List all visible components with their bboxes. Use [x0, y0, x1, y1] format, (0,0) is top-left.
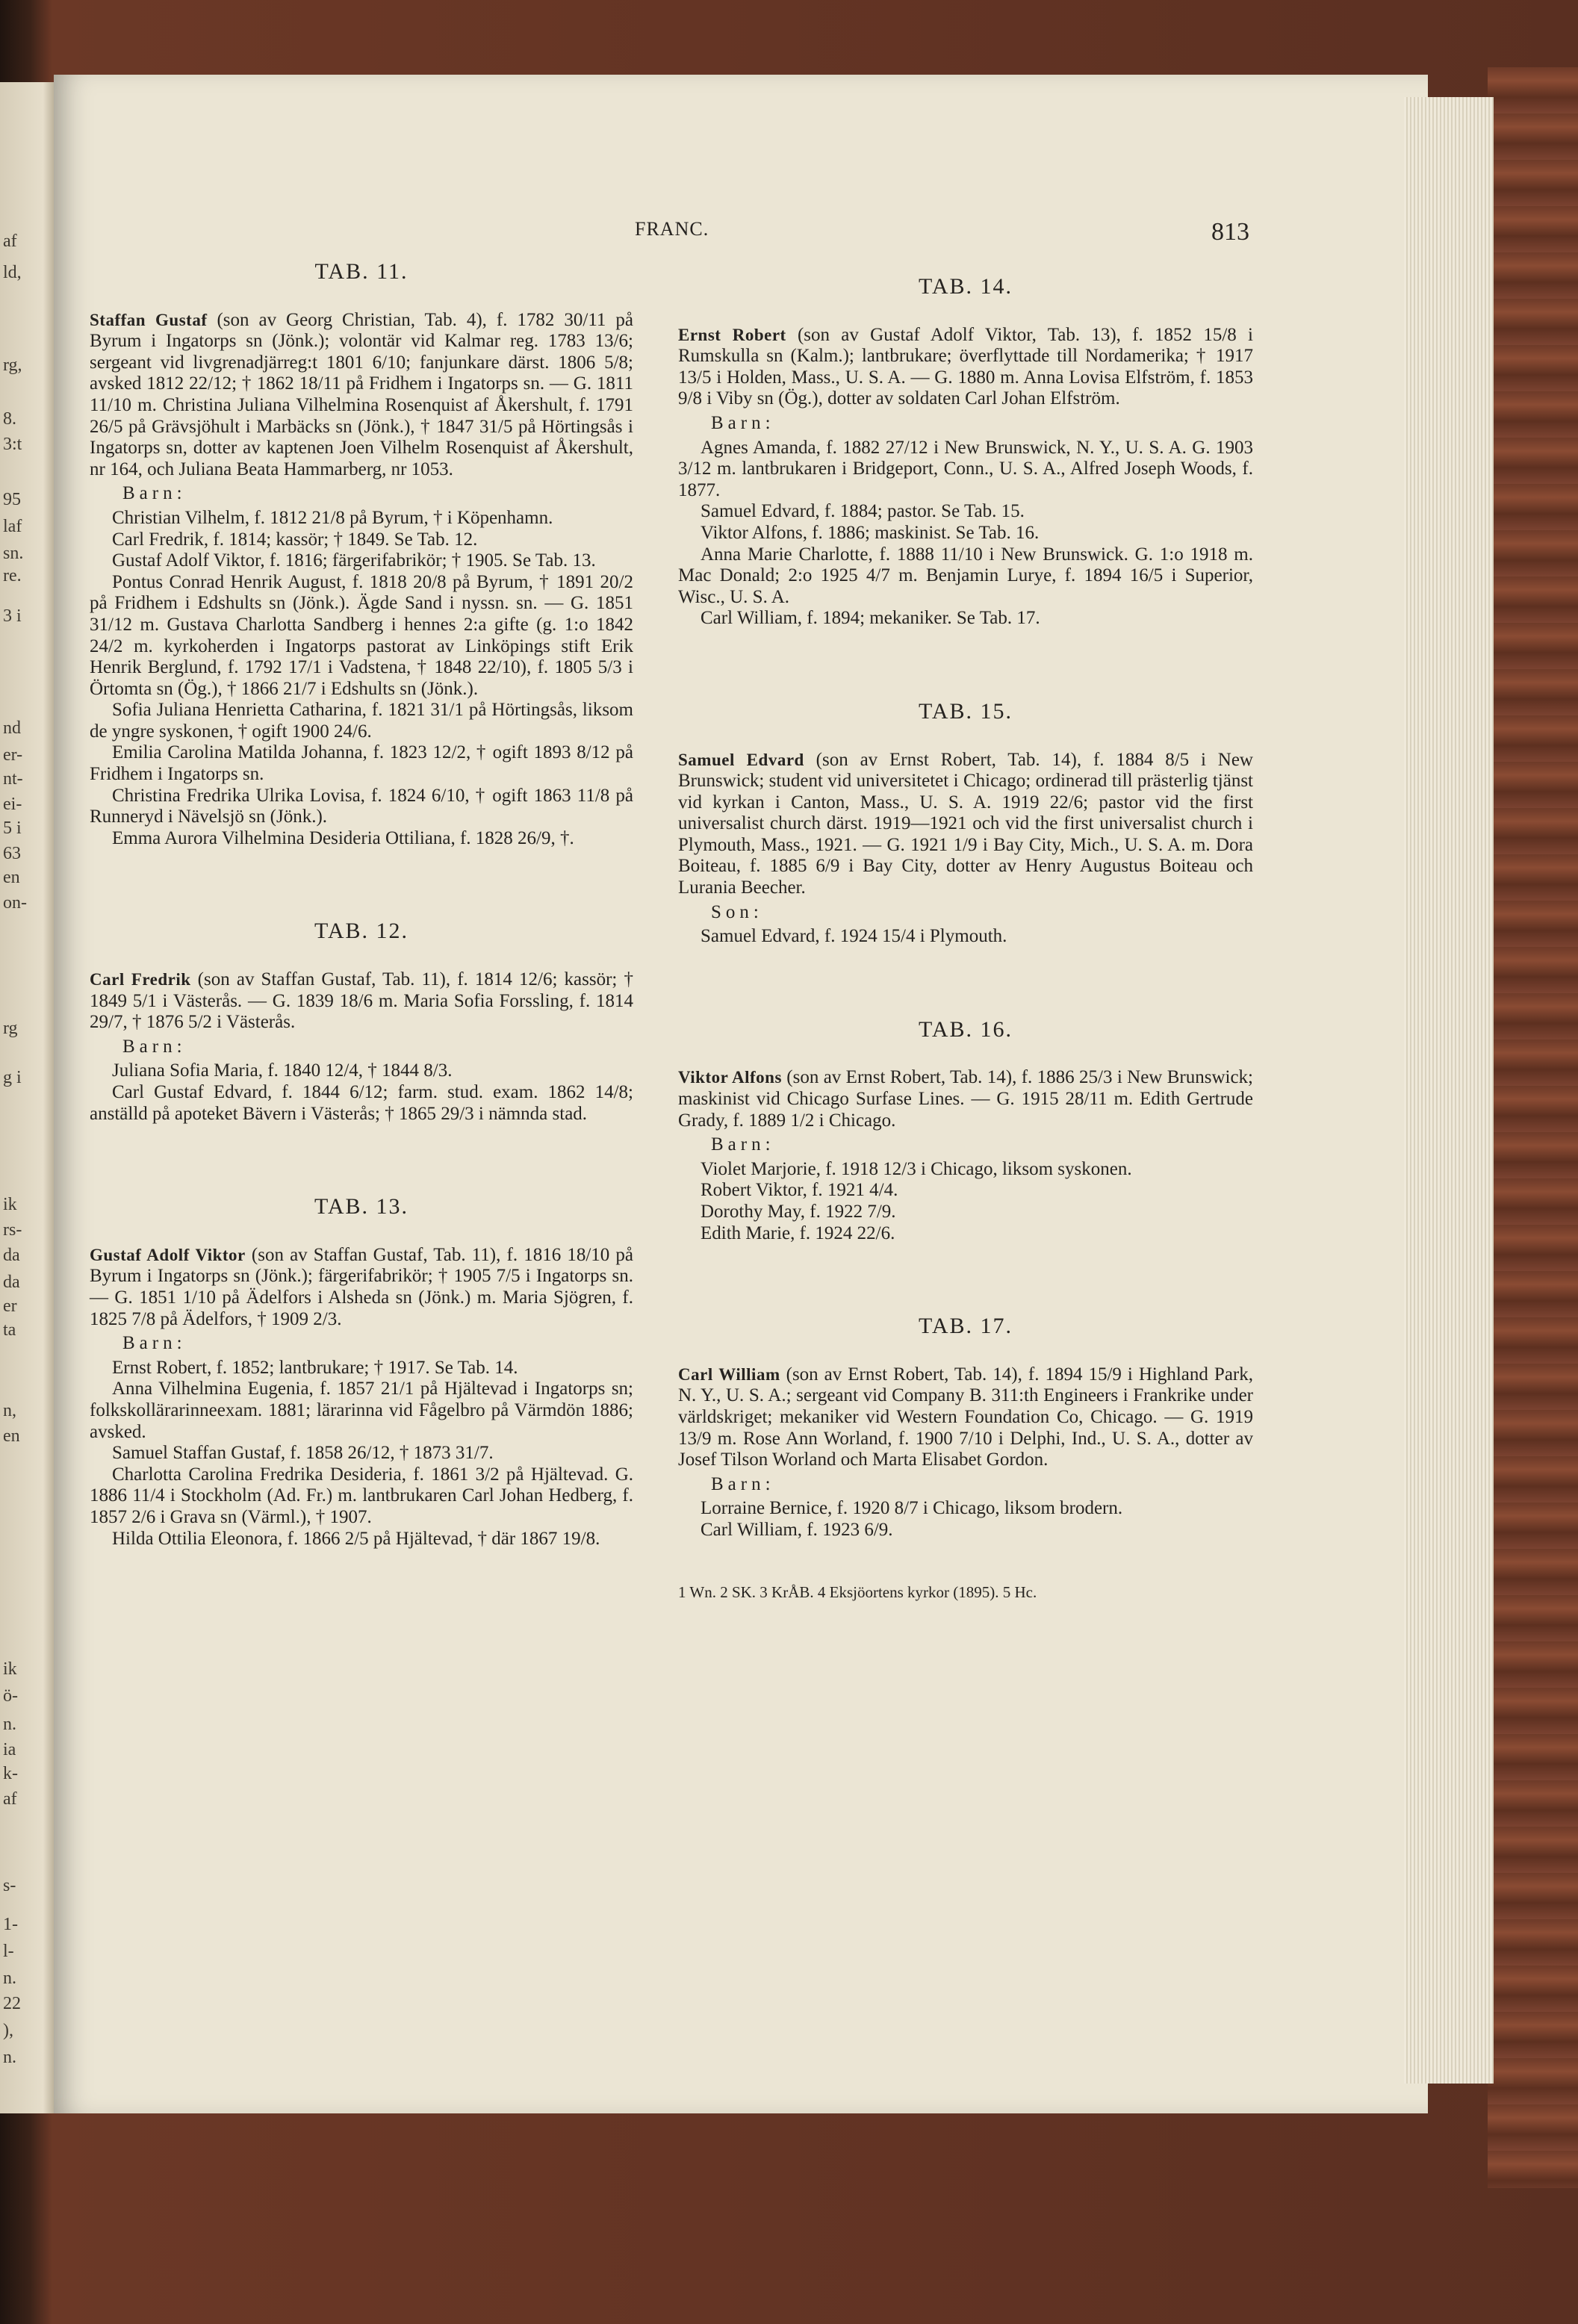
left-page-fragment: ö-	[3, 1686, 18, 1706]
entry-text: (son av Ernst Robert, Tab. 14), f. 1886 25/3 i New Brunswick; maskinist vid Chicago Surfase Lines. — G. 1915 28/11 m. Edith Gertrude Grady, f. 1889 1/2 i Chicago.	[678, 1067, 1253, 1131]
child-entry: Anna Marie Charlotte, f. 1888 11/10 i New Brunswick. G. 1:o 1918 m. Mac Donald; 2:o 1925 4/7 m. Benjamin Lurye, f. 1894 16/5 i Superior, Wisc., U. S. A.	[678, 544, 1253, 607]
entry-name: Gustaf Adolf Viktor	[90, 1245, 246, 1264]
child-entry: Lorraine Bernice, f. 1920 8/7 i Chicago, liksom brodern.	[701, 1498, 1123, 1519]
left-page-fragment: da	[3, 1273, 20, 1292]
entry-name: Staffan Gustaf	[90, 310, 208, 329]
child-entry: Emma Aurora Vilhelmina Desideria Ottiliana, f. 1828 26/9, †.	[112, 827, 574, 848]
entry-paragraph	[90, 1245, 633, 1330]
left-page-fragment: n.	[3, 1715, 16, 1734]
tab-heading: TAB. 14.	[918, 274, 1013, 299]
footnotes: 1 Wn. 2 SK. 3 KrÅB. 4 Eksjöortens kyrkor (1895). 5 Hc.	[678, 1582, 1037, 1601]
left-page-fragment: ta	[3, 1320, 16, 1340]
child-entry: Sofia Juliana Henrietta Catharina, f. 1821 31/1 på Hörtingsås, liksom de yngre syskonen, † ogift 1900 24/6.	[90, 700, 633, 742]
entry-paragraph	[678, 325, 1253, 410]
left-page-fragment: ia	[3, 1740, 16, 1759]
left-page-fragment: 3:t	[3, 435, 22, 454]
left-page-fragment: 8.	[3, 409, 16, 429]
tab-heading: TAB. 17.	[918, 1314, 1013, 1339]
left-page-fragment: s-	[3, 1876, 16, 1895]
entry-paragraph	[678, 1364, 1253, 1471]
entry-text: (son av Staffan Gustaf, Tab. 11), f. 1814 12/6; kassör; † 1849 5/1 i Västerås. — G. 1839 18/6 m. Maria Sofia Forssling, f. 1814 29/7, † 1876 5/2 i Västerås.	[90, 969, 633, 1033]
child-entry: Agnes Amanda, f. 1882 27/12 i New Brunswick, N. Y., U. S. A. G. 1903 3/12 m. lantbrukaren i Bridgeport, Conn., U. S. A., Alfred Joseph Woods, f. 1877.	[678, 437, 1253, 500]
child-entry: Carl Gustaf Edvard, f. 1844 6/12; farm. stud. exam. 1862 14/8; anställd på apoteket Bävern i Västerås; † 1865 29/3 i nämnda stad.	[90, 1082, 633, 1124]
left-page-fragment: 95	[3, 490, 21, 509]
running-head: FRANC.	[635, 218, 709, 240]
tab-heading: TAB. 11.	[314, 259, 409, 284]
left-page-fragment: sn.	[3, 544, 24, 563]
child-entry: Dorothy May, f. 1922 7/9.	[701, 1202, 896, 1222]
tab-heading: TAB. 13.	[314, 1194, 409, 1220]
left-page-fragment: ik	[3, 1659, 17, 1679]
left-page-fragment: af	[3, 232, 17, 251]
page-number: 813	[1211, 218, 1249, 246]
left-page-fragment: af	[3, 1789, 17, 1809]
left-page-fragment: er	[3, 1296, 17, 1316]
page-edges	[1404, 97, 1494, 2084]
entry-paragraph	[678, 750, 1253, 899]
left-page-fragment: 1-	[3, 1915, 18, 1934]
child-entry: Hilda Ottilia Eleonora, f. 1866 2/5 på Hjältevad, † där 1867 19/8.	[112, 1528, 600, 1549]
child-entry: Samuel Edvard, f. 1924 15/4 i Plymouth.	[701, 926, 1007, 947]
left-page-fragment: re.	[3, 566, 22, 585]
left-page-fragment: ik	[3, 1195, 17, 1214]
left-page-fragment: rg	[3, 1019, 18, 1038]
left-page-fragment: nt-	[3, 769, 23, 789]
left-page-fragment: er-	[3, 745, 23, 765]
child-entry: Carl William, f. 1894; mekaniker. Se Tab. 17.	[701, 608, 1040, 629]
children-label: Son:	[711, 901, 763, 922]
left-page-fragment: n,	[3, 1401, 16, 1420]
left-page-fragment: en	[3, 1426, 20, 1446]
entry-paragraph	[90, 969, 633, 1034]
entry-text: (son av Ernst Robert, Tab. 14), f. 1884 8/5 i New Brunswick; student vid universitetet i Chicago; ordinerad till prästerlig tjänst vid kyrkan i Canton, Mass., U. S. A. 1919 22/6; pastor vid the first universalist church därst. 1919—1921 och vid the first universalist church i Plymouth, Mass., 1921. — G. 1921 1/9 i Bay City, Mich., U. S. A. m. Dora Boiteau, f. 1885 6/9 i Bay City, dotter av Henry Augustus Boiteau och Lurania Beecher.	[678, 749, 1253, 898]
left-page-fragment: 22	[3, 1994, 21, 2013]
left-page-fragment: g i	[3, 1068, 22, 1087]
left-page-fragment: k-	[3, 1764, 18, 1783]
entry-name: Ernst Robert	[678, 325, 786, 344]
left-page-fragment: ),	[3, 2021, 13, 2040]
left-page-fragment: 3 i	[3, 606, 22, 626]
entry-name: Carl Fredrik	[90, 970, 191, 989]
left-page-fragment: 5 i	[3, 818, 22, 838]
children-label: Barn:	[122, 1036, 187, 1057]
entry-name: Carl William	[678, 1364, 780, 1384]
left-page-fragment: en	[3, 868, 20, 887]
child-entry: Ernst Robert, f. 1852; lantbrukare; † 1917. Se Tab. 14.	[112, 1357, 518, 1378]
left-page-fragment: 63	[3, 844, 21, 863]
child-entry: Edith Marie, f. 1924 22/6.	[701, 1222, 895, 1243]
child-entry: Carl Fredrik, f. 1814; kassör; † 1849. Se Tab. 12.	[112, 529, 478, 550]
left-page-fragment: ei-	[3, 795, 22, 814]
child-entry: Gustaf Adolf Viktor, f. 1816; färgerifabrikör; † 1905. Se Tab. 13.	[112, 550, 596, 571]
child-entry: Carl William, f. 1923 6/9.	[701, 1519, 893, 1540]
child-entry: Emilia Carolina Matilda Johanna, f. 1823 12/2, † ogift 1893 8/12 på Fridhem i Ingatorps sn.	[90, 742, 633, 785]
children-label: Barn:	[122, 1333, 187, 1354]
entry-name: Samuel Edvard	[678, 750, 804, 769]
entry-name: Viktor Alfons	[678, 1068, 782, 1087]
entry-text: (son av Georg Christian, Tab. 4), f. 1782 30/11 på Byrum i Ingatorps sn (Jönk.); volontär vid Kalmar reg. 1783 13/6; sergeant vid livgrenadjärreg:t 1801 6/10; fanjunkare därst. 1806 5/8; avsked 1812 22/12; † 1862 18/11 på Fridhem i Ingatorps sn. — G. 1811 11/10 m. Christina Juliana Vilhelmina Rosenquist af Åkershult, f. 1791 26/5 på Grävsjöhult i Marbäcks sn (Jönk.), † 1847 31/5 på Hörtingsås i Ingatorps sn, dotter av kaptenen Joen Vilhelm Rosenquist af Åkershult, nr 164, och Juliana Beata Hammarberg, nr 1053.	[90, 309, 633, 479]
children-label: Barn:	[711, 412, 775, 433]
left-page-fragment: rs-	[3, 1220, 22, 1240]
entry-paragraph	[678, 1067, 1253, 1131]
child-entry: Christina Fredrika Ulrika Lovisa, f. 1824 6/10, † ogift 1863 11/8 på Runneryd i Nävelsjö sn (Jönk.).	[90, 785, 633, 827]
tab-heading: TAB. 15.	[918, 698, 1013, 724]
child-entry: Juliana Sofia Maria, f. 1840 12/4, † 1844 8/3.	[112, 1060, 453, 1081]
left-page-fragment: n.	[3, 1969, 16, 1988]
left-page-fragment: on-	[3, 893, 27, 913]
left-page-fragment: rg,	[3, 355, 22, 375]
child-entry: Violet Marjorie, f. 1918 12/3 i Chicago, liksom syskonen.	[701, 1158, 1132, 1179]
entry-text: (son av Ernst Robert, Tab. 14), f. 1894 15/9 i Highland Park, N. Y., U. S. A.; sergeant vid Company B. 311:th Engineers i Frankrike under världskriget; mekaniker vid Western Foundation Co, Chicago. — G. 1919 13/9 m. Rose Ann Worland, f. 1900 7/10 i Delphi, Ind., U. S. A., dotter av Josef Tilson Worland och Marta Elisabet Gordon.	[678, 1364, 1253, 1470]
children-label: Barn:	[122, 483, 187, 504]
left-page-fragment: l-	[3, 1942, 14, 1961]
child-entry: Robert Viktor, f. 1921 4/4.	[701, 1180, 898, 1201]
child-entry: Viktor Alfons, f. 1886; maskinist. Se Tab. 16.	[701, 522, 1040, 543]
entry-text: (son av Staffan Gustaf, Tab. 11), f. 1816 18/10 på Byrum i Ingatorps sn (Jönk.); färgerifabrikör; † 1905 7/5 i Ingatorps sn. — G. 1851 1/10 på Ädelfors i Alsheda sn (Jönk.) m. Maria Sjögren, f. 1825 7/8 på Ädelfors, † 1909 2/3.	[90, 1244, 633, 1329]
left-page-fragment: da	[3, 1246, 20, 1265]
child-entry: Christian Vilhelm, f. 1812 21/8 på Byrum, † i Köpenhamn.	[112, 507, 553, 528]
book-binding	[1488, 67, 1578, 2188]
left-page-fragment: nd	[3, 718, 21, 738]
children-label: Barn:	[711, 1473, 775, 1494]
left-page-fragment: n.	[3, 2048, 16, 2067]
child-entry: Samuel Edvard, f. 1884; pastor. Se Tab. 15.	[701, 501, 1025, 522]
entry-text: (son av Gustaf Adolf Viktor, Tab. 13), f. 1852 15/8 i Rumskulla sn (Kalm.); lantbrukare; överflyttade till Nordamerika; † 1917 13/5 i Holden, Mass., U. S. A. — G. 1880 m. Anna Lovisa Elfström, f. 1853 9/8 i Viby sn (Ög.), dotter av soldaten Carl Johan Elfström.	[678, 324, 1253, 409]
left-page-fragment: ld,	[3, 263, 22, 282]
entry-paragraph	[90, 310, 633, 481]
tab-heading: TAB. 16.	[918, 1016, 1013, 1042]
left-page-fragment: laf	[3, 517, 22, 536]
child-entry: Pontus Conrad Henrik August, f. 1818 20/8 på Byrum, † 1891 20/2 på Fridhem i Edshults sn (Jönk.). Ägde Sand i nyssn. sn. — G. 1851 31/12 m. Gustava Charlotta Sandberg i hennes 2:a gifte (g. 1:o 1842 24/2 m. kyrkoherden i Ingatorps pastorat av Linköpings stift Erik Henrik Berglund, f. 1792 17/1 i Vadstena, † 1848 22/10), f. 1805 5/3 i Örtomta sn (Ög.), † 1866 21/7 i Edshults sn (Jönk.).	[90, 571, 633, 699]
child-entry: Charlotta Carolina Fredrika Desideria, f. 1861 3/2 på Hjältevad. G. 1886 11/4 i Stockholm (Ad. Fr.) m. lantbrukaren Carl Johan Hedberg, f. 1857 2/6 i Grava sn (Värml.), † 1907.	[90, 1464, 633, 1527]
children-label: Barn:	[711, 1134, 775, 1155]
child-entry: Anna Vilhelmina Eugenia, f. 1857 21/1 på Hjältevad i Ingatorps sn; folkskollärarinneexam. 1881; lärarinna vid Fågelbro på Värmdön 1886; avsked.	[90, 1379, 633, 1442]
tab-heading: TAB. 12.	[314, 919, 409, 944]
child-entry: Samuel Staffan Gustaf, f. 1858 26/12, † 1873 31/7.	[112, 1443, 494, 1464]
left-column	[90, 261, 633, 1550]
right-column	[678, 276, 1253, 1601]
